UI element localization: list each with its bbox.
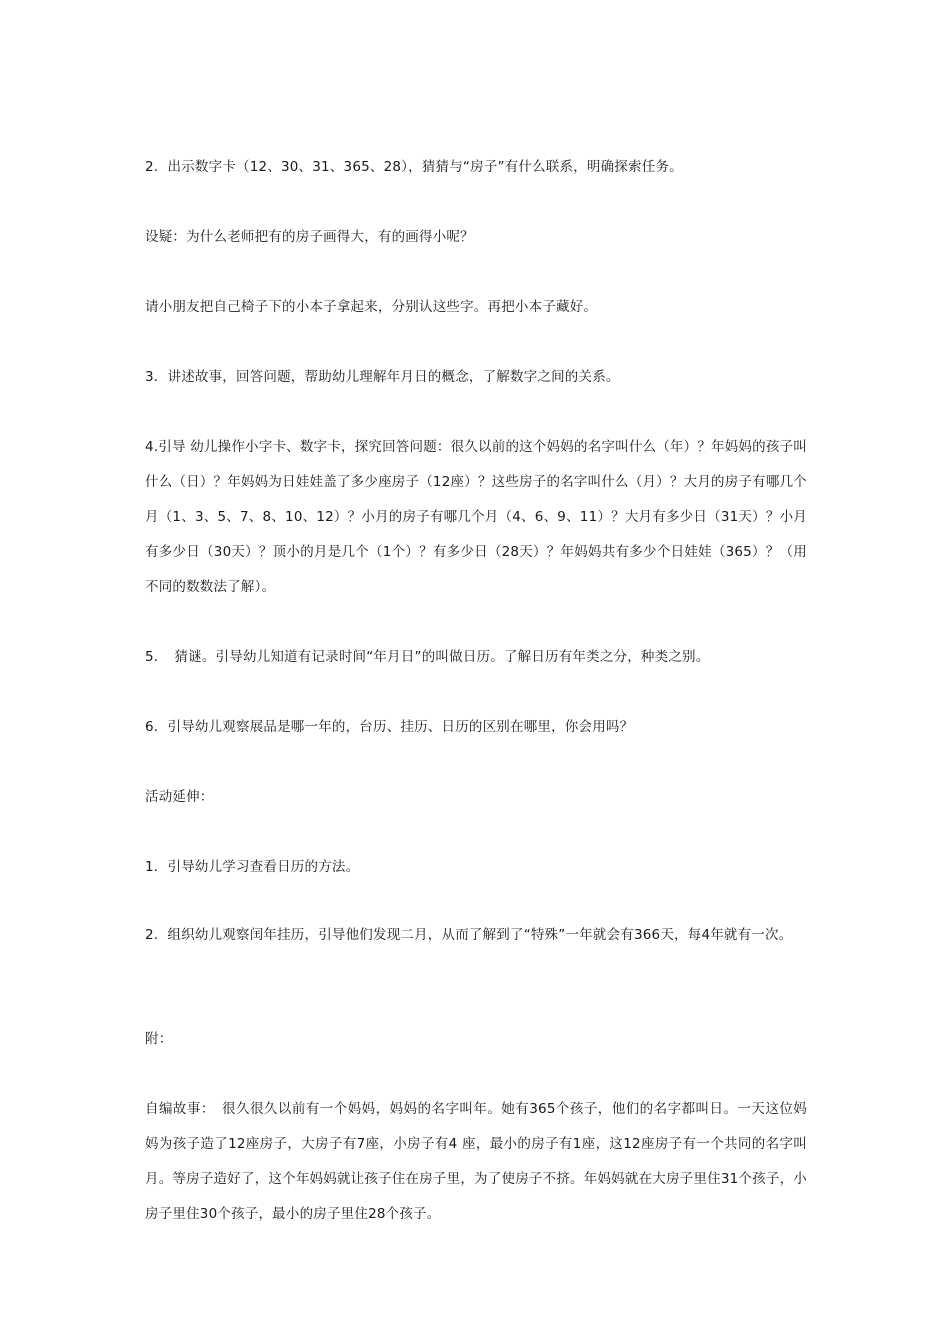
paragraph-extension-1: 1．引导幼儿学习查看日历的方法。 — [145, 859, 360, 875]
heading-activity-extension: 活动延伸： — [145, 789, 214, 805]
paragraph-story: 自编故事： 很久很久以前有一个妈妈，妈妈的名字叫年。她有365个孩子，他们的名字都叫日。一天这位妈妈为孩子造了12座房子，大房子有7座，小房子有4 座，最小的房子有1座，这12座房子有一个共同的名字叫月。等房子造好了，这个年妈妈就让孩子住在房子里，为了使房子不挤。年妈妈就在大房子里住31个孩子，小房子里住30个孩子，最小的房子里住28个孩子。 — [145, 1101, 807, 1222]
heading-appendix: 附： — [145, 1031, 173, 1047]
paragraph-step-3: 3．讲述故事，回答问题，帮助幼儿理解年月日的概念，了解数字之间的关系。 — [145, 369, 620, 385]
paragraph-question: 设疑：为什么老师把有的房子画得大，有的画得小呢？ — [145, 229, 474, 245]
paragraph-instruction: 请小朋友把自己椅子下的小本子拿起来，分别认这些字。再把小本子藏好。 — [145, 299, 598, 315]
paragraph-step-6: 6．引导幼儿观察展品是哪一年的，台历、挂历、日历的区别在哪里，你会用吗？ — [145, 719, 634, 735]
paragraph-step-4: 4.引导 幼儿操作小字卡、数字卡，探究回答问题：很久以前的这个妈妈的名字叫什么（年）？年妈妈的孩子叫什么（日）？年妈妈为日娃娃盖了多少座房子（12座）？这些房子的名字叫什么（月）？大月的房子有哪几个月（1、3、5、7、8、10、12）？小月的房子有哪几个月（4、6、9、11）？大月有多少日（31天）？小月有多少日（30天）？顶小的月是几个（1个）？有多少日（28天）？年妈妈共有多少个日娃娃（365）？（用不同的数数法了解）。 — [145, 439, 807, 595]
paragraph-step-5: 5． 猜谜。引导幼儿知道有记录时间“年月日”的叫做日历。了解日历有年类之分，种类之别。 — [145, 649, 710, 665]
paragraph-step-2: 2．出示数字卡（12、30、31、365、28），猜猜与“房子”有什么联系，明确探索任务。 — [145, 159, 683, 175]
paragraph-extension-2: 2．组织幼儿观察闰年挂历，引导他们发现二月，从而了解到了“特殊”一年就会有366天，每4年就有一次。 — [145, 927, 793, 943]
